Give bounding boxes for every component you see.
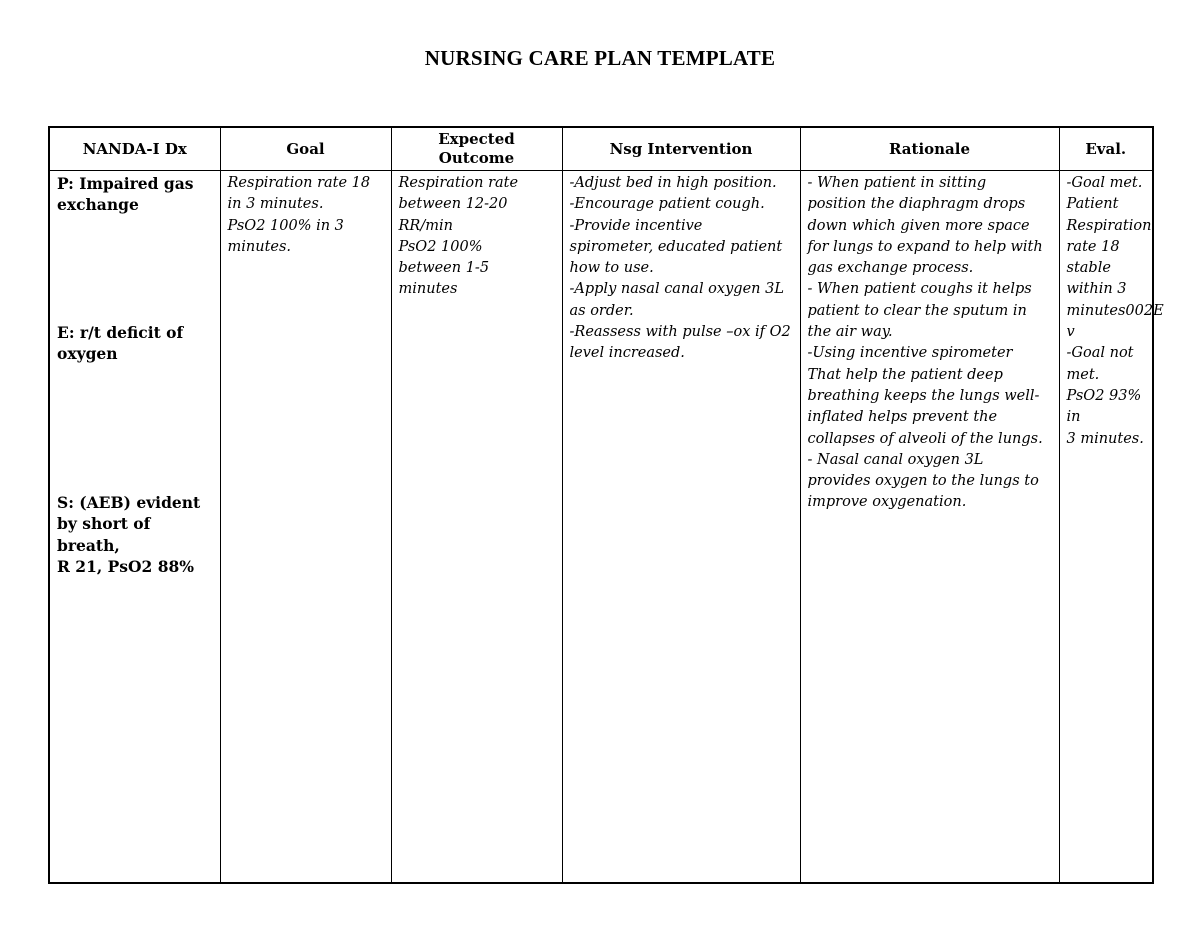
- eval-cell: [1059, 171, 1164, 884]
- dx-cell: [49, 171, 220, 884]
- intervention-text: -Adjust bed in high position. -Encourage patient cough. -Provide incentive spirometer, educated patient how to use. -Apply nasal canal oxygen 3L as order. -Reassess with pulse –ox if O2 level increased.: [569, 175, 791, 362]
- page-title: NURSING CARE PLAN TEMPLATE: [424, 46, 776, 70]
- intervention-cell: [562, 171, 800, 884]
- header-eval: Eval.: [1059, 127, 1153, 171]
- eval-text: -Goal met. Patient Respiration rate 18 stable within 3 minutes002E v -Goal not met. PsO2 93% in 3 minutes.: [1066, 175, 1164, 447]
- expected-outcome-cell: [391, 171, 562, 884]
- goal-text: Respiration rate 18 in 3 minutes. PsO2 100% in 3 minutes.: [227, 175, 371, 255]
- header-nsg-intervention: Nsg Intervention: [562, 127, 800, 171]
- header-expected-outcome: Expected Outcome: [391, 127, 562, 171]
- rationale-cell: [800, 171, 1059, 884]
- header-goal: Goal: [220, 127, 391, 171]
- header-rationale: Rationale: [800, 127, 1059, 171]
- header-row: [49, 127, 1153, 171]
- dx-symptoms: S: (AEB) evident by short of breath, R 21, PsO2 88%: [57, 493, 201, 577]
- care-plan-table: [48, 126, 1164, 884]
- table-row: [49, 171, 1153, 884]
- goal-cell: [220, 171, 391, 884]
- rationale-text: - When patient in sitting position the diaphragm drops down which given more space for lungs to expand to help with gas exchange process. - When patient coughs it helps patient to clear the sputum in the air way. -Using incentive spirometer That help the patient deep breathing keeps the lungs well- inflated helps prevent the collapses of alveoli of the lungs. - Nasal canal oxygen 3L provides oxygen to the lungs to improve oxygenation.: [807, 175, 1043, 511]
- dx-etiology: E: r/t deficit of oxygen: [57, 322, 184, 363]
- dx-problem: P: Impaired gas exchange: [57, 174, 194, 215]
- header-nanda-dx: NANDA-I Dx: [49, 127, 220, 171]
- expected-outcome-text: Respiration rate between 12-20 RR/min PsO2 100% between 1-5 minutes: [398, 175, 519, 298]
